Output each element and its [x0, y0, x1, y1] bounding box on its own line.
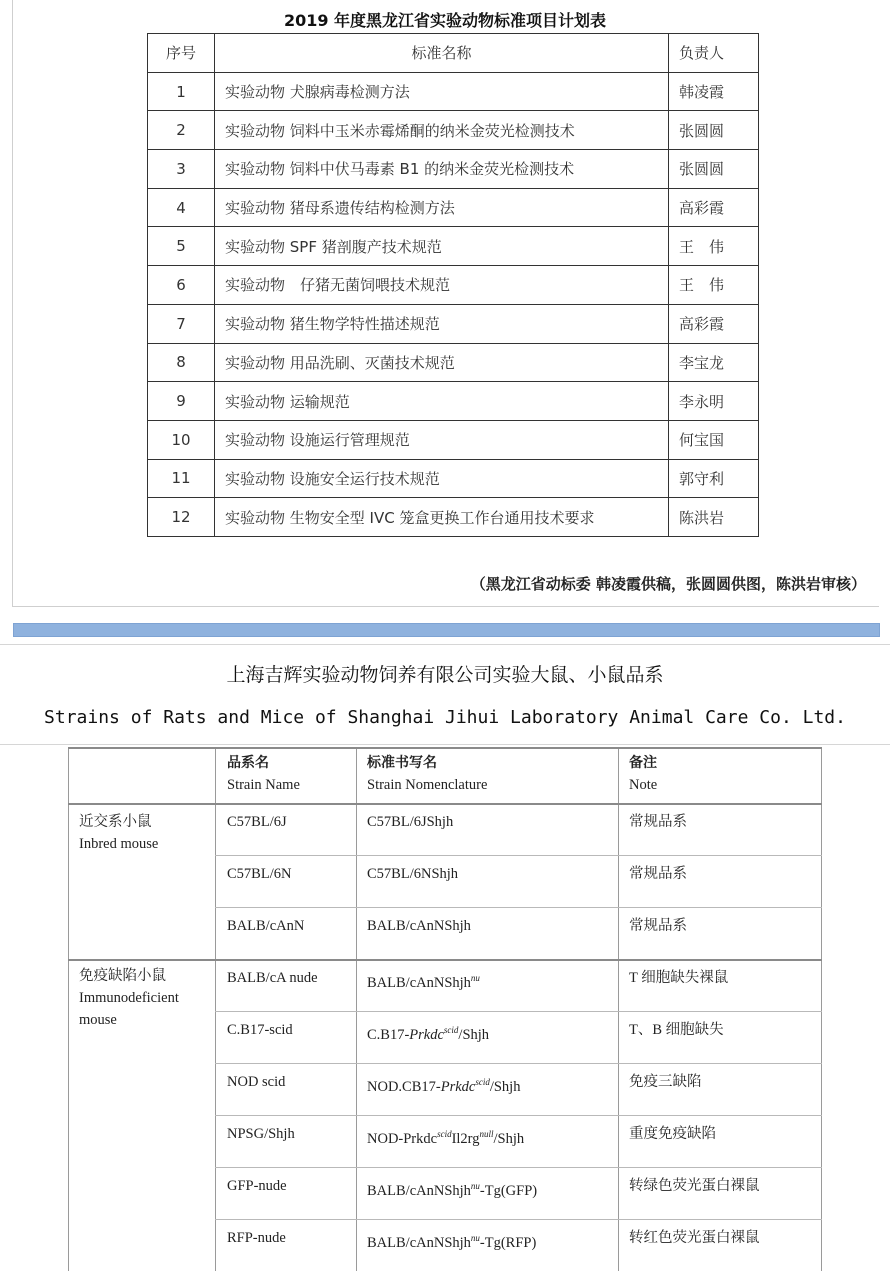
header-top-rule [0, 644, 890, 645]
row-no: 12 [148, 498, 215, 537]
nomenclature-prefix: NOD-Prkdc [367, 1130, 438, 1147]
strain-note: T 细胞缺失裸鼠 [629, 970, 729, 986]
strain-nomenclature [367, 1123, 524, 1150]
nomenclature-sup: nu [470, 1181, 480, 1191]
strain-name: RFP-nude [227, 1230, 286, 1246]
row-name: 实验动物 生物安全型 IVC 笼盒更换工作台通用技术要求 [215, 498, 669, 537]
row-person: 高彩霞 [669, 188, 759, 227]
row-name: 实验动物 设施安全运行技术规范 [215, 459, 669, 498]
row-no: 10 [148, 420, 215, 459]
header-strain-en: Strain Name [227, 777, 300, 793]
table-row [148, 420, 759, 459]
row-no: 8 [148, 343, 215, 382]
row-no: 7 [148, 304, 215, 343]
row-person: 韩凌霞 [669, 72, 759, 111]
row-no: 3 [148, 150, 215, 189]
strains-table [68, 747, 822, 1271]
nomenclature-suffix: -Tg(GFP) [479, 1182, 538, 1199]
row-name: 实验动物 仔猪无菌饲喂技术规范 [215, 266, 669, 305]
nomenclature-prefix: BALB/cAnNShjh [367, 1182, 471, 1199]
nomenclature-sup: scid [475, 1077, 490, 1087]
table-header-row [148, 34, 759, 73]
nomenclature-prefix: BALB/cAnNShjh [367, 1234, 471, 1251]
strains-title-cn: 上海吉辉实验动物饲养有限公司实验大鼠、小鼠品系 [226, 664, 664, 686]
nomenclature-mid: Il2rg [451, 1130, 480, 1147]
strain-nomenclature [367, 1071, 520, 1098]
table-border-top [68, 747, 822, 749]
table-row [148, 150, 759, 189]
header-person: 负责人 [669, 34, 759, 73]
credit-line: （黑龙江省动标委 韩凌霞供稿，张圆圆供图，陈洪岩审核） [470, 575, 866, 593]
group-immuno-en-1: Immunodeficient [79, 990, 179, 1006]
table-row [148, 343, 759, 382]
row-name: 实验动物 设施运行管理规范 [215, 420, 669, 459]
row-rule [215, 855, 822, 856]
row-name: 实验动物 用品洗刷、灭菌技术规范 [215, 343, 669, 382]
row-name: 实验动物 猪生物学特性描述规范 [215, 304, 669, 343]
table-border-right [821, 747, 822, 1271]
header-nomenclature [367, 752, 487, 796]
nomenclature-sup: scid [437, 1129, 452, 1139]
strain-note: T、B 细胞缺失 [629, 1022, 724, 1038]
header-name: 标准名称 [215, 34, 669, 73]
nomenclature-prefix: NOD.CB17- [367, 1078, 441, 1095]
nomenclature-sup: scid [443, 1025, 459, 1035]
strains-title-en: Strains of Rats and Mice of Shanghai Jihui Laboratory Animal Care Co. Ltd. [44, 707, 846, 728]
standards-table [147, 33, 759, 537]
strain-nomenclature: C57BL/6NShjh [367, 866, 459, 882]
strain-note: 重度免疫缺陷 [629, 1126, 716, 1142]
header-strain-cn: 品系名 [227, 755, 269, 771]
row-name: 实验动物 运输规范 [215, 382, 669, 421]
nomenclature-suffix: -Tg(RFP) [479, 1234, 537, 1251]
nomenclature-base: BALB/cAnNShjh [367, 974, 471, 991]
group-immuno-en-2: mouse [79, 1012, 117, 1028]
group-inbred-cn: 近交系小鼠 [79, 814, 152, 830]
group-inbred-en: Inbred mouse [79, 836, 159, 852]
table-border-left [68, 747, 69, 1271]
strain-name: BALB/cA nude [227, 970, 318, 986]
row-person: 郭守利 [669, 459, 759, 498]
row-rule [215, 1167, 822, 1168]
column-divider [215, 747, 216, 1271]
row-name: 实验动物 猪母系遗传结构检测方法 [215, 188, 669, 227]
nomenclature-sup2: null [479, 1129, 494, 1139]
row-no: 1 [148, 72, 215, 111]
table-row [148, 227, 759, 266]
nomenclature-gene: Prkdc [440, 1078, 476, 1095]
row-rule [215, 1063, 822, 1064]
row-no: 9 [148, 382, 215, 421]
row-rule [215, 907, 822, 908]
group-immunodeficient [79, 965, 179, 1031]
strain-nomenclature [367, 1019, 489, 1046]
header-rule [68, 803, 822, 805]
row-no: 6 [148, 266, 215, 305]
row-rule [215, 1219, 822, 1220]
row-person: 王 伟 [669, 266, 759, 305]
group-immuno-cn: 免疫缺陷小鼠 [79, 968, 166, 984]
table-row [148, 498, 759, 537]
row-person: 张圆圆 [669, 150, 759, 189]
table-row [148, 266, 759, 305]
table-row [148, 72, 759, 111]
nomenclature-sup: nu [470, 973, 480, 983]
row-person: 李宝龙 [669, 343, 759, 382]
strain-name: NPSG/Shjh [227, 1126, 295, 1142]
table-row [148, 111, 759, 150]
row-name: 实验动物 SPF 猪剖腹产技术规范 [215, 227, 669, 266]
section-divider [13, 623, 880, 637]
row-rule [215, 1115, 822, 1116]
nomenclature-sup: nu [470, 1233, 480, 1243]
row-person: 张圆圆 [669, 111, 759, 150]
strain-nomenclature: BALB/cAnNShjh [367, 918, 471, 934]
nomenclature-suffix: /Shjh [458, 1026, 490, 1043]
row-rule [215, 1011, 822, 1012]
table-row [148, 382, 759, 421]
strain-note: 常规品系 [629, 866, 687, 882]
nomenclature-gene: Prkdc [409, 1026, 444, 1043]
strain-note: 转红色荧光蛋白裸鼠 [629, 1230, 760, 1246]
row-no: 11 [148, 459, 215, 498]
strain-name: C57BL/6J [227, 814, 287, 830]
header-nomenclature-cn: 标准书写名 [367, 755, 437, 771]
row-person: 王 伟 [669, 227, 759, 266]
group-rule [68, 959, 822, 961]
strain-note: 常规品系 [629, 814, 687, 830]
header-note [629, 752, 657, 796]
row-person: 高彩霞 [669, 304, 759, 343]
header-note-cn: 备注 [629, 755, 657, 771]
strain-name: C.B17-scid [227, 1022, 293, 1038]
table-title: 2019 年度黑龙江省实验动物标准项目计划表 [283, 11, 607, 30]
row-no: 2 [148, 111, 215, 150]
strain-nomenclature [367, 1227, 536, 1254]
column-divider [356, 747, 357, 1271]
row-person: 李永明 [669, 382, 759, 421]
row-name: 实验动物 饲料中玉米赤霉烯酮的纳米金荧光检测技术 [215, 111, 669, 150]
strain-note: 免疫三缺陷 [629, 1074, 702, 1090]
strain-note: 转绿色荧光蛋白裸鼠 [629, 1178, 760, 1194]
header-strain [227, 752, 300, 796]
row-no: 4 [148, 188, 215, 227]
table-row [148, 188, 759, 227]
table-row [148, 304, 759, 343]
nomenclature-suffix: /Shjh [489, 1078, 521, 1095]
header-bottom-rule [0, 744, 890, 745]
nomenclature-suffix: /Shjh [493, 1130, 525, 1147]
strain-name: C57BL/6N [227, 866, 292, 882]
header-nomenclature-en: Strain Nomenclature [367, 777, 488, 793]
row-person: 何宝国 [669, 420, 759, 459]
strain-note: 常规品系 [629, 918, 687, 934]
header-note-en: Note [629, 777, 658, 793]
strain-name: BALB/cAnN [227, 918, 305, 934]
nomenclature-prefix: C.B17- [367, 1026, 410, 1043]
table-row [148, 459, 759, 498]
row-person: 陈洪岩 [669, 498, 759, 537]
strain-name: NOD scid [227, 1074, 286, 1090]
header-no: 序号 [148, 34, 215, 73]
strain-nomenclature [367, 1175, 537, 1202]
strain-nomenclature [367, 967, 480, 994]
group-inbred [79, 811, 158, 855]
row-name: 实验动物 犬腺病毒检测方法 [215, 72, 669, 111]
row-no: 5 [148, 227, 215, 266]
strain-nomenclature: C57BL/6JShjh [367, 814, 454, 830]
strain-name: GFP-nude [227, 1178, 287, 1194]
row-name: 实验动物 饲料中伏马毒素 B1 的纳米金荧光检测技术 [215, 150, 669, 189]
column-divider [618, 747, 619, 1271]
